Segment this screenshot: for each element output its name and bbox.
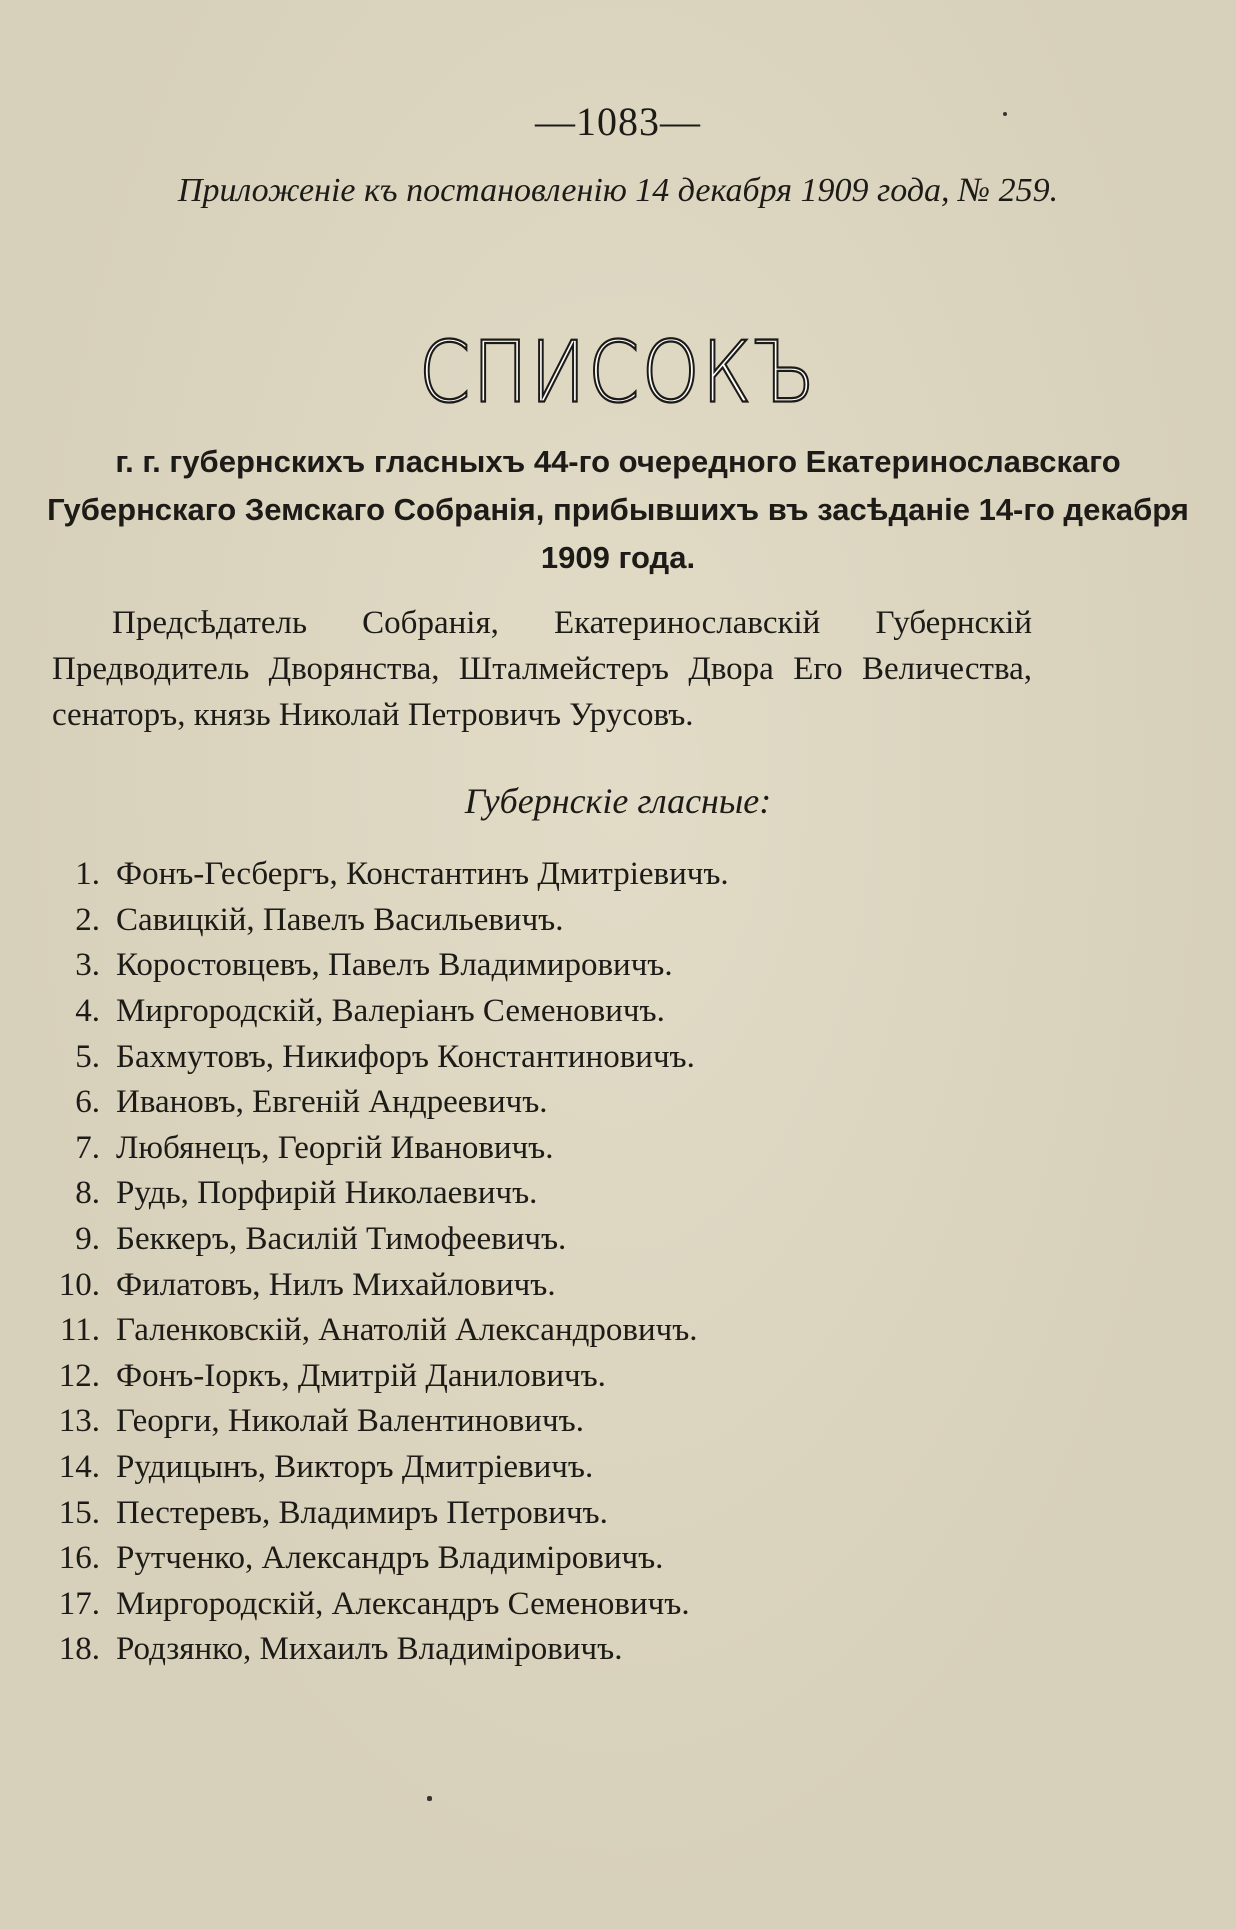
- list-item: [40, 1582, 1040, 1628]
- item-number: 15.: [58, 1494, 100, 1531]
- list-item: [40, 852, 1040, 898]
- list-item: [40, 989, 1040, 1035]
- paper-speck: [427, 1796, 432, 1801]
- list-item: [40, 1034, 1040, 1080]
- member-name: Рутченко, Александръ Владиміровичъ.: [116, 1540, 664, 1577]
- item-number: 18.: [58, 1631, 100, 1668]
- item-number: 10.: [58, 1266, 100, 1303]
- item-number: 12.: [58, 1357, 100, 1394]
- member-name: Рудь, Порфирій Николаевичъ.: [116, 1175, 538, 1212]
- item-number: 13.: [58, 1403, 100, 1440]
- member-name: Пестеревъ, Владимиръ Петровичъ.: [116, 1494, 608, 1531]
- document-title: СПИСОКЪ: [418, 323, 818, 423]
- paper-speck: [1003, 112, 1007, 116]
- item-number: 7.: [75, 1129, 100, 1166]
- item-number: 11.: [59, 1312, 100, 1349]
- document-subtitle: г. г. губернскихъ гласныхъ 44-го очередного Екатеринославскаго Губернскаго Земскаго Собранія, прибывшихъ въ засѣданіе 14-го декабря 1909 года.: [47, 444, 1189, 575]
- member-name: Фонъ-Гесбергъ, Константинъ Дмитріевичъ.: [116, 856, 729, 893]
- item-number: 2.: [75, 901, 100, 938]
- chairman-paragraph: Предсѣдатель Собранія, Екатеринославскій Губернскій Предводитель Дворянства, Шталмейстеръ Двора Его Величества, сенаторъ, князь Николай Петровичъ Урусовъ.: [52, 605, 1032, 733]
- list-item: [40, 1445, 1040, 1491]
- item-number: 16.: [58, 1540, 100, 1577]
- list-item: [40, 1126, 1040, 1172]
- list-item: [40, 1308, 1040, 1354]
- list-item: [40, 1080, 1040, 1126]
- member-name: Беккеръ, Василій Тимофеевичъ.: [116, 1221, 567, 1258]
- item-number: 8.: [75, 1175, 100, 1212]
- member-name: Коростовцевъ, Павелъ Владимировичъ.: [116, 947, 673, 984]
- list-item: [40, 1262, 1040, 1308]
- member-name: Миргородскій, Александръ Семеновичъ.: [116, 1585, 690, 1622]
- item-number: 5.: [75, 1038, 100, 1075]
- member-name: Савицкій, Павелъ Васильевичъ.: [116, 901, 564, 938]
- page-number: —1083—: [535, 99, 701, 144]
- member-name: Георги, Николай Валентиновичъ.: [116, 1403, 584, 1440]
- member-name: Бахмутовъ, Никифоръ Константиновичъ.: [116, 1038, 695, 1075]
- member-name: Филатовъ, Нилъ Михайловичъ.: [116, 1266, 556, 1303]
- member-name: Родзянко, Михаилъ Владиміровичъ.: [116, 1631, 623, 1668]
- list-item: [40, 1217, 1040, 1263]
- item-number: 6.: [75, 1084, 100, 1121]
- member-name: Любянецъ, Георгій Ивановичъ.: [116, 1129, 554, 1166]
- member-name: Миргородскій, Валеріанъ Семеновичъ.: [116, 993, 665, 1030]
- member-name: Рудицынъ, Викторъ Дмитріевичъ.: [116, 1449, 594, 1486]
- members-list: [40, 852, 1040, 1673]
- appendix-note: Приложеніе къ постановленію 14 декабря 1909 года, № 259.: [177, 172, 1059, 209]
- item-number: 4.: [75, 993, 100, 1030]
- list-item: [40, 943, 1040, 989]
- list-item: [40, 1399, 1040, 1445]
- list-item: [40, 1171, 1040, 1217]
- member-name: Фонъ-Іоркъ, Дмитрій Даниловичъ.: [116, 1357, 606, 1394]
- list-item: [40, 1627, 1040, 1673]
- item-number: 3.: [75, 947, 100, 984]
- list-item: [40, 1536, 1040, 1582]
- item-number: 1.: [75, 856, 100, 893]
- item-number: 17.: [58, 1585, 100, 1622]
- member-name: Ивановъ, Евгеній Андреевичъ.: [116, 1084, 548, 1121]
- list-item: [40, 1354, 1040, 1400]
- item-number: 9.: [75, 1221, 100, 1258]
- list-item: [40, 898, 1040, 944]
- list-item: [40, 1490, 1040, 1536]
- member-name: Галенковскій, Анатолій Александровичъ.: [116, 1312, 698, 1349]
- item-number: 14.: [58, 1449, 100, 1486]
- section-heading: Губернскіе гласные:: [464, 781, 772, 821]
